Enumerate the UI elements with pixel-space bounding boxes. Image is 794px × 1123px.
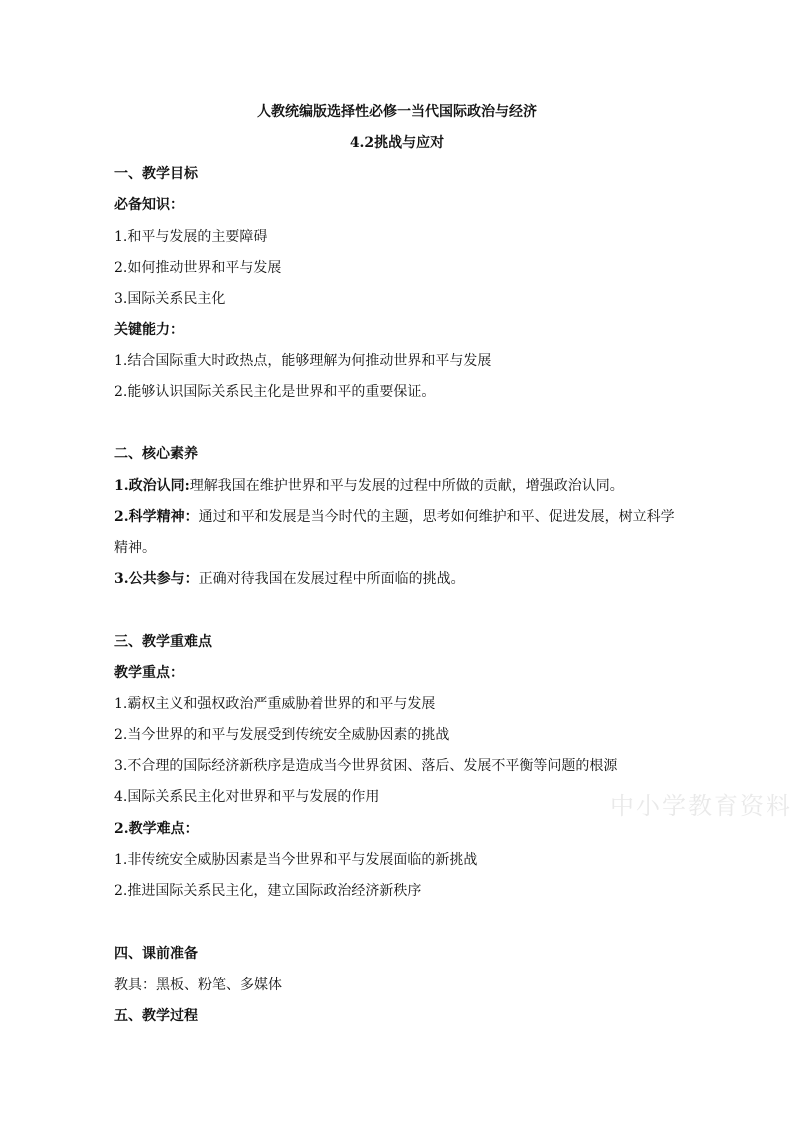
section-heading-competencies: 二、核心素养 — [114, 446, 198, 462]
label-ability: 关键能力： — [114, 322, 184, 338]
list-item-continuation — [114, 538, 156, 558]
item-label: 3.公共参与： — [114, 571, 199, 587]
list-item: 2.当今世界的和平与发展受到传统安全威胁因素的挑战 — [114, 727, 450, 743]
lesson-title: 4.2挑战与应对 — [349, 135, 445, 151]
label-key: 教学重点： — [114, 665, 184, 681]
list-item — [114, 476, 624, 496]
label-difficulty: 2.教学难点： — [114, 821, 199, 837]
list-item: 2.如何推动世界和平与发展 — [114, 260, 282, 276]
list-item: 3.不合理的国际经济新秩序是造成当今世界贫困、落后、发展不平衡等问题的根源 — [114, 758, 618, 774]
section-heading-preparation: 四、课前准备 — [114, 946, 198, 962]
list-item: 3.国际关系民主化 — [114, 291, 226, 307]
item-label: 1.政治认同: — [114, 478, 190, 494]
list-item: 1.霸权主义和强权政治严重威胁着世界的和平与发展 — [114, 696, 436, 712]
list-item: 1.结合国际重大时政热点，能够理解为何推动世界和平与发展 — [114, 353, 492, 369]
item-text: 理解我国在维护世界和平与发展的过程中所做的贡献，增强政治认同。 — [189, 478, 624, 494]
section-heading-objectives: 一、教学目标 — [114, 166, 198, 182]
section-heading-key-points: 三、教学重难点 — [114, 634, 212, 650]
list-item: 2.推进国际关系民主化，建立国际政治经济新秩序 — [114, 883, 422, 899]
list-item — [114, 569, 465, 589]
preparation-text: 教具：黑板、粉笔、多媒体 — [114, 977, 282, 993]
list-item: 1.非传统安全威胁因素是当今世界和平与发展面临的新挑战 — [114, 852, 478, 868]
watermark-text: 中小学教育资料 — [610, 792, 792, 820]
list-item — [114, 507, 675, 527]
item-text: 精神。 — [114, 540, 156, 556]
document-title: 人教统编版选择性必修一当代国际政治与经济 — [257, 104, 537, 120]
list-item: 4.国际关系民主化对世界和平与发展的作用 — [114, 789, 380, 805]
item-text: 通过和平和发展是当今时代的主题，思考如何维护和平、促进发展，树立科学 — [198, 509, 675, 525]
section-heading-process: 五、教学过程 — [114, 1008, 198, 1024]
list-item: 1.和平与发展的主要障碍 — [114, 229, 268, 245]
label-knowledge: 必备知识： — [114, 197, 184, 213]
list-item: 2.能够认识国际关系民主化是世界和平的重要保证。 — [114, 384, 436, 400]
item-label: 2.科学精神： — [114, 509, 199, 525]
item-text: 正确对待我国在发展过程中所面临的挑战。 — [198, 571, 465, 587]
